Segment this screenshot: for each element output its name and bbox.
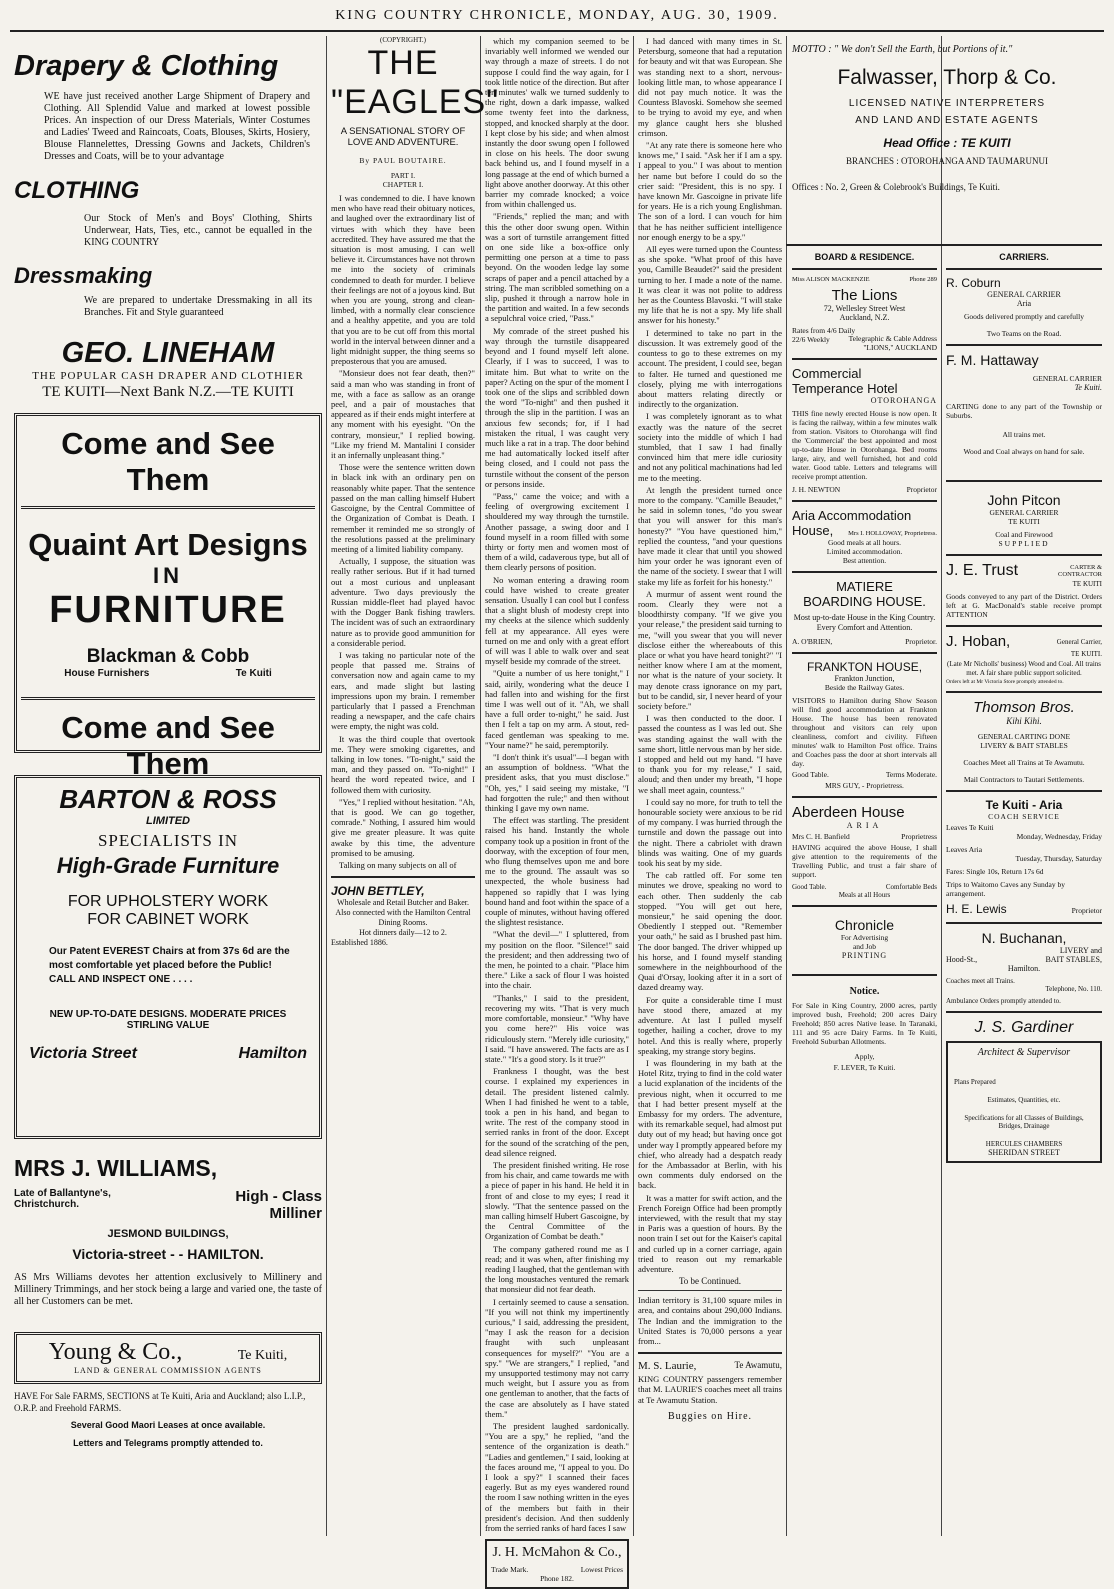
falwasser-branches: BRANCHES : OTOROHANGA AND TAUMARUNUI xyxy=(846,156,1048,166)
boarding-title: BOARDING HOUSE. xyxy=(803,594,926,609)
column-rule xyxy=(941,36,942,1536)
lineham-subtitle: THE POPULAR CASH DRAPER AND CLOTHIER xyxy=(32,370,304,382)
story-paragraph: For quite a considerable time I must have stood there, amazed at my adventure. At last I pulled myself together, hailing a cocher, drove to my hotel. And this is really where, properly speaking, my strange story begins. xyxy=(638,994,782,1056)
story-paragraph: It was a matter for swift action, and the French Foreign Office had been promptly interviewed, with the result that my stay in Paris was a question of hours. By the noon train I set out for the Kaiser's capital and curled up in a corner carriage, again tried to reason out my remarkable adventure. xyxy=(638,1192,782,1274)
young-place: Te Kuiti, xyxy=(237,1348,288,1363)
thomson-line: GENERAL CARTING DONE xyxy=(977,732,1071,741)
hoban-town: TE KUITI. xyxy=(1070,650,1102,658)
hoban-header xyxy=(946,633,1102,650)
obrien-name: A. O'BRIEN, xyxy=(792,637,833,646)
barton-limited: LIMITED xyxy=(146,815,190,827)
matiere-body: Most up-to-date House in the King Country. Every Comfort and Attention. xyxy=(793,613,936,632)
story-text xyxy=(638,36,782,1274)
temperance-body: THIS fine newly erected House is now open. It is facing the railway, within a few minutes walk from station. Visitors to Otorohanga will find the 'Commercial' the best appointed and most up-to-date House in Otorohanga. Bed rooms large, airy, and well furnished, hot and cold water. Good table. Letters and telegrams will receive prompt attention. xyxy=(792,409,937,481)
story-author: By PAUL BOUTAIRE. xyxy=(359,156,447,165)
barton-hamilton: Hamilton xyxy=(238,1045,307,1062)
furniture-heading: FURNITURE xyxy=(49,589,287,631)
divider xyxy=(638,1290,782,1291)
dressmaking-body: We are prepared to undertake Dressmaking in all its Branches. Fit and Style guaranteed xyxy=(84,295,312,318)
buchanan-hood: Hood-St., xyxy=(946,955,978,964)
story-paragraph: "Friends," replied the man; and with this the other door swung open. Within was a sort of turnstile arrangement fitted on one side like a box-office only permitting one person at a time to pass beyond. On the wooden ledge lay some scraps of paper and a pencil attached by a string. The man scribbled something on a slip, pushed it through a narrow hole in the partition and waited. In a few seconds a sepulchral voice cried, "Pass." xyxy=(485,211,629,324)
mcmahon-details xyxy=(491,1565,623,1574)
williams-highclass xyxy=(235,1188,322,1222)
falwasser-licensed: LICENSED NATIVE INTERPRETERS xyxy=(848,98,1046,109)
aria-line: Best attention. xyxy=(842,556,887,565)
coach-title: Te Kuiti - Aria xyxy=(985,798,1063,812)
story-paragraph: "I don't think it's usual"—I began with an assumption of boldness. "What the president asks, that you must disclose." "Oh, yes," I said seeing my mistake, "I had forgotten the rule;" and then without thinking I gave my own name. xyxy=(485,752,629,814)
divider xyxy=(792,905,937,907)
masthead: KING COUNTRY CHRONICLE, MONDAY, AUG. 30, 1909. xyxy=(335,8,779,23)
in-text: IN xyxy=(153,563,183,588)
story-paragraph: I had danced with many times in St. Petersburg, someone that had a reputation for beauty and wit that was European. She was standing next to a short, nervous-looking little man, to whose appearance I did not pay much notice. It was the Countess Blavoski. Somehow she seemed to be trying to avoid my eye, and when my glance caught hers she blushed crimson. xyxy=(638,36,782,138)
hoban-name: J. Hoban, xyxy=(946,633,1011,650)
chronicle-title: Chronicle xyxy=(834,917,895,933)
to-be-continued: To be Continued. xyxy=(678,1276,742,1287)
designs-text: NEW UP-TO-DATE DESIGNS. MODERATE PRICES xyxy=(49,1009,287,1020)
story-paragraph: Those were the sentence written down in black ink with an ordinary pen on reasonably white paper. That the sentence passed on the man calling himself Hubert Gascoigne, by the Central Committee of the Organization of Combat is Death. I remember it reminded me so strongly of the resolutions passed at the preliminary meeting of a limited liability company. xyxy=(331,462,475,554)
upholstery-text: FOR UPHOLSTERY WORK xyxy=(67,893,269,910)
bettley-line: Established 1886. xyxy=(331,938,388,948)
story-paragraph: At length the president turned once more to the company. "Camille Beaudet," he said in solemn tones, "do you swear that you will answer for this man's honesty?" "You have questioned him," replied the countess, "and your questions have made it clear that until you showed him your order he was ignorant even of the name of the society. I swear that I will stake my life as forfeit for his honesty." xyxy=(638,484,782,587)
gardiner-line: SHERIDAN STREET xyxy=(988,1148,1060,1157)
lewis-proprietor: Proprietor xyxy=(1071,906,1102,915)
gardiner-line: Estimates, Quantities, etc. xyxy=(987,1096,1061,1104)
lions-address: 72, Wellesley Street West xyxy=(823,304,906,313)
coburn-line: GENERAL CARRIER xyxy=(987,290,1061,299)
frankton-terms: Terms Moderate. xyxy=(885,770,937,779)
aberdeen-owner-row xyxy=(792,832,937,841)
everest-text: Our Patent EVEREST Chairs at from 37s 6d are the most comfortable yet placed before the Public! CALL AND INSPECT ONE . . . . xyxy=(49,946,290,985)
thomson-place: Kihi Kihi. xyxy=(1006,716,1042,726)
story-paragraph: I was completely ignorant as to what exactly was the nature of the secret society into the middle of which I had stumbled, that I saw I had finally convinced him that mere idle curiosity and not any political machinations had led me to the meeting. xyxy=(638,411,782,483)
column-advertisements-left xyxy=(14,36,322,1536)
quaint-heading: Quaint Art Designs xyxy=(28,527,308,562)
frankton-good-table: Good Table. xyxy=(792,770,829,779)
divider xyxy=(946,790,1102,792)
aria-house-row xyxy=(792,523,937,538)
frankton-railway: Beside the Railway Gates. xyxy=(824,683,905,692)
story-paragraph: "At any rate there is someone here who knows me," I said. "Ask her if I am a spy. I appeal to you." I was about to mention her name but before I could do so the crier said: "President, this is no spy. I have known Mr. Gascoigne in private life for years. He is a rich young Englishman. The son of a lord. I can vouch for him that he has neither sufficient intelligence nor enough energy to be a spy." xyxy=(638,140,782,242)
story-paragraph: "Thanks," I said to the president, recovering my wits. "That is very much more comfortable, monsieur." "Why have you come here?" His voice was ridiculously stern. "Merely idle curiosity," I said. "I have answered. The facts are as I state." "It's a good story. Is it true?" xyxy=(485,992,629,1064)
divider xyxy=(946,268,1102,270)
story-paragraph: I was taking no particular note of the people that passed me. Strains of conversation now and again came to my ears, and made slight but lasting impressions upon my brain. I remember particularly that I passed a Frenchman reading a newspaper, and the cafe chairs were empty, the night was cold. xyxy=(331,649,475,732)
newton-name: J. H. NEWTON xyxy=(792,485,841,494)
buchanan-hood-row xyxy=(946,955,1102,964)
buchanan-line: Ambulance Orders promptly attended to. xyxy=(946,997,1061,1005)
indian-territory-note: Indian territory is 31,100 square miles in area, and contains about 290,000 Indians. The Indian and the immigration to the United States is 70,000 persons a year from... xyxy=(638,1295,782,1346)
laurie-body: KING COUNTRY passengers remember that M. LAURIE'S coaches meet all trains at Te Awamutu Station. xyxy=(638,1374,782,1405)
divider xyxy=(946,344,1102,346)
gardiner-box xyxy=(946,1041,1102,1163)
trust-role: CARTER & CONTRACTOR xyxy=(1058,564,1102,578)
laurie-place: Te Awamutu, xyxy=(734,1360,782,1371)
divider xyxy=(946,691,1102,693)
coburn-name: R. Coburn xyxy=(946,276,1001,290)
buchanan-hamilton: Hamilton. xyxy=(1007,964,1041,973)
clothing-body: Our Stock of Men's and Boys' Clothing, Shirts Underwear, Hats, Ties, etc., cannot be equalled in the KING COUNTRY xyxy=(84,213,312,248)
hattaway-line: Wood and Coal always on hand for sale. xyxy=(963,447,1085,456)
copyright-tag: (COPYRIGHT.) xyxy=(380,36,426,44)
victoria-street: Victoria Street xyxy=(29,1045,137,1062)
hoban-orders: Orders left at Mr Victoria Store promptly attended to. xyxy=(946,679,1064,685)
coach-trips: Trips to Waitomo Caves any Sunday by arrangement. xyxy=(946,880,1065,898)
chronicle-line: For Advertising xyxy=(840,933,889,942)
pitcon-line: GENERAL CARRIER xyxy=(989,508,1059,517)
story-paragraph: All eyes were turned upon the Countess as she spoke. "What proof of this have you, Camille Beaudet?" said the president turning to her. I made a note of the name. It was clear it was not polite to address her as the Countess Blavoski. "I will stake my life that he is not a spy. My life shall answer for his honesty." xyxy=(638,244,782,326)
gardiner-name: J. S. Gardiner xyxy=(974,1019,1074,1036)
pitcon-line: Coal and Firewood xyxy=(995,530,1053,539)
lewis-name: H. E. Lewis xyxy=(946,902,1007,916)
trust-name: J. E. Trust xyxy=(946,562,1019,579)
laurie-header xyxy=(638,1360,782,1372)
story-text xyxy=(485,36,629,1533)
story-paragraph: No woman entering a drawing room could have wished to create greater sensation. Usually I can cool but I confess that a slight blush of modesty crept into my cheeks at the silence which suddenly fell at my appearance. All eyes were turned on me and only with a great effort of will was I able to walk over and seat myself beside my comrade of the street. xyxy=(485,574,629,667)
specialists-text: SPECIALISTS IN xyxy=(97,831,239,850)
aria-line: Limited accommodation. xyxy=(826,547,903,556)
buchanan-bait: BAIT STABLES, xyxy=(1045,955,1102,964)
aria-accommodation-title: Aria Accommodation xyxy=(792,508,912,523)
story-paragraph: The company gathered round me as I read; and it was when, after finishing my reading I laughed, that the gentleman with the long moustaches ventured the remark that monsieur did not fear death. xyxy=(485,1243,629,1295)
blackman-town: Te Kuiti xyxy=(235,668,272,679)
coburn-line: Aria xyxy=(1016,299,1032,308)
divider xyxy=(792,500,937,502)
story-paragraph: "What the devil—" I spluttered, from my position on the floor. "Silence!" said the president; and then addressing two of the men, he pointed to a chair. "Place him there." Like a sack of flour I was hoisted into the chair. xyxy=(485,929,629,991)
divider xyxy=(946,922,1102,924)
story-paragraph: Frankness I thought, was the best course. I explained my experiences in detail. The president listened calmly. When I had finished he went to a table, took a pen in his hand, and began to write. The rest of the company stood in serried ranks in front of the door. Except for the sound of the scratching of the pen, dead silence reigned. xyxy=(485,1066,629,1158)
story-chapter: CHAPTER I. xyxy=(382,180,424,189)
frankton-body: VISITORS to Hamilton during Show Season will find good accommodation at Frankton House. The house has been renovated throughout and visitors can rely upon cleanliness, comfort and civility. Fifteen minutes' walk to Hamilton Post office. Trains and Coaches pass the door at short intervals all day. xyxy=(792,696,937,768)
divider xyxy=(946,1011,1102,1013)
story-paragraph: The president finished writing. He rose from his chair, and came towards me with a piece of paper in his hand. He held it in front of and close to my eyes; I read it slowly. "That the sentence passed on the man calling himself Hubert Gascoigne, by the Central Committee of the Organization of Combat be death." xyxy=(485,1159,629,1242)
laurie-name: M. S. Laurie, xyxy=(638,1360,697,1373)
coach-fares: Fares: Single 10s, Return 17s 6d xyxy=(946,867,1044,876)
hattaway-line: All trains met. xyxy=(1002,430,1046,439)
column-rule xyxy=(786,36,787,1536)
hattaway-line: CARTING done to any part of the Township or Suburbs. xyxy=(946,402,1102,420)
carriers-heading: CARRIERS. xyxy=(999,252,1049,262)
aria-holloway: Mrs I. HOLLOWAY, Proprietress. xyxy=(848,530,937,537)
trust-body: Goods conveyed to any part of the District. Orders left at G. MacDonald's stable receive prompt ATTENTION xyxy=(946,592,1102,619)
barton-address xyxy=(23,1045,313,1063)
story-paragraph: I was condemned to die. I have known men who have read their obituary notices, and laughed over the extraordinary list of virtues with which they have been accredited. They have assured me that the situation is most amusing. I can well believe it. Circumstances have not thrown me into the society of criminals condemned to death for murder. I believe their feelings are not of a joyous kind. But when you are young, strong and clean-limbed, with a normally clear conscience and a healthy appetite, and you are told that you are to be cut off from this mortal world in the interval between dinner and a light midnight supper, the thing seems so preposterous that you are amused. xyxy=(331,193,475,367)
column-rule xyxy=(326,36,327,1536)
drapery-body: WE have just received another Large Shipment of Drapery and Clothing. All Splendid Value and marked at lowest possible Prices. An inspection of our Dress Materials, Winter Costumes and Ladies' Tweed and Raincoats, Coats, Blouses, Skirts, Hosiery, Blouse Flannelettes, Dressing Gowns and Jackets, Children's Dresses and Coats, will be to your advantage xyxy=(44,91,310,162)
story-paragraph: The cab rattled off. For some ten minutes we drove, speaking no word to each other. Then suddenly the cab stopped. "You will get out here, monsieur," he said opening the door. Obediently I stepped out. "Remember your oath," he said as I brushed past him. The door banged. The driver whipped up his horse, and I found myself standing somewhere in the neighbourhood of the Quai d'Orsay, looking after it in a sort of dazed dreamy way. xyxy=(638,870,782,993)
divider xyxy=(792,268,937,270)
coburn-line: Goods delivered promptly and carefully xyxy=(964,312,1084,321)
williams-name: MRS J. WILLIAMS, xyxy=(14,1155,218,1181)
buchanan-line: Coaches meet all Trains. xyxy=(946,977,1015,985)
mcmahon-box xyxy=(485,1539,629,1589)
frankton-guy: MRS GUY, - Proprietress. xyxy=(825,781,904,790)
lions-owner-row xyxy=(792,276,937,283)
trust-town: TE KUITI xyxy=(1072,580,1102,588)
column-story-3 xyxy=(638,36,782,1536)
story-paragraph: I was then conducted to the door. I passed the countess as I was led out. She was standing against the wall with the same short, little nervous man by her side. I stopped and held out my hand. "I have to thank you for my release," I said, aloud; and then under my breath, "I hope we shall meet again, countess." xyxy=(638,713,782,795)
bettley-rule xyxy=(331,876,475,878)
matiere-title: MATIERE xyxy=(836,579,893,594)
notice-apply: Apply, xyxy=(854,1052,875,1061)
divider xyxy=(792,652,937,654)
pitcon-name: John Pitcon xyxy=(987,492,1061,508)
story-paragraph: The president laughed sardonically. "You are a spy," he replied, "and the sentence of the organization is death." "Ladies and gentlemen," I said, looking at the faces around me, "I appeal to you. Do I look a spy?" I scanned their faces eagerly. But as my eyes wandered round the room I saw nothing written in the eyes of the members but faith in their president's decision. And then suddenly from the serried ranks of hard faces I saw xyxy=(485,1421,629,1534)
story-subtitle-2: LOVE AND ADVENTURE. xyxy=(347,137,459,148)
aberdeen-title: Aberdeen House xyxy=(792,804,905,821)
notice-lever: F. LEVER, Te Kuiti. xyxy=(833,1063,896,1072)
story-paragraph: "Monsieur does not fear death, then?" said a man who was standing in front of me, with a face as sallow as an orange peel, and a pair of moustaches that appeared as if their ends might interfere at any moment with his eyesight. "On the contrary, monsieur," I replied bowing. "Like my friend M. Mantalini I consider it an infernally unpleasant thing." xyxy=(331,368,475,461)
story-title: THE "EAGLES" xyxy=(331,44,500,121)
coach-days-aria: Tuesday, Thursday, Saturday xyxy=(1015,854,1102,863)
column-story-2 xyxy=(485,36,629,1584)
milliner-text: Milliner xyxy=(269,1205,322,1222)
aria-house: House, xyxy=(792,523,834,538)
story-subtitle-1: A SENSATIONAL STORY OF xyxy=(340,126,466,137)
lions-rates: Rates from 4/6 Daily xyxy=(792,326,856,335)
house-furnishers: House Furnishers xyxy=(64,668,150,679)
young-farms: HAVE For Sale FARMS, SECTIONS at Te Kuiti, Aria and Auckland; also L.I.P., O.R.P. and Freehold FARMS. xyxy=(14,1391,306,1413)
hoban-body: (Late Mr Nicholls' business) Wood and Coal. All trains met. A fair share public support solicited. xyxy=(947,660,1101,677)
bettley-line: Also connected with the Hamilton Central Dining Rooms. xyxy=(335,908,471,928)
divider xyxy=(792,796,937,798)
story-part: PART I. xyxy=(390,171,416,180)
aberdeen-body: HAVING acquired the above House, I shall give attention to the requirements of the Travelling Public, and trust a fair share of support. xyxy=(792,843,937,879)
bettley-details xyxy=(331,898,475,948)
lions-weekly: 22/6 Weekly xyxy=(792,335,830,344)
bettley-line: Wholesale and Retail Butcher and Baker. xyxy=(337,898,469,908)
come-and-see-bottom: Come and See Them xyxy=(21,697,315,782)
pitcon-line: SUPPLIED xyxy=(998,539,1050,548)
story-paragraph: I determined to take no part in the discussion. It was extremely good of the countess to go to these extremes on my account. The president, I could see, began to falter. He turned and questioned me closely, plying me with interrogations about matters relating directly or indirectly to the organization. xyxy=(638,327,782,410)
thomson-line: Coaches Meet all Trains at Te Awamutu. xyxy=(963,758,1085,767)
clothing-heading: CLOTHING xyxy=(14,177,140,204)
williams-late-of: Late of Ballantyne's, Christchurch. xyxy=(14,1188,111,1210)
lewis-row xyxy=(946,902,1102,916)
williams-details xyxy=(14,1188,322,1222)
divider xyxy=(946,480,1102,482)
thomson-line: LIVERY & BAIT STABLES xyxy=(980,741,1068,750)
thomson-line: Mail Contractors to Tautari Settlements. xyxy=(963,775,1085,784)
bettley-line: Hot dinners daily—12 to 2. xyxy=(359,928,447,938)
coburn-line: Two Teams on the Road. xyxy=(986,329,1062,338)
young-maori: Several Good Maori Leases at once available. xyxy=(70,1420,266,1430)
story-paragraph: "Yes," I replied without hesitation. "Ah, that is good. We can go together, comrade." Nothing, I assured him would give me greater pleasure. It was quite awake by this time, the adventure promised to be amusing. xyxy=(331,796,475,858)
come-and-see-top: Come and See Them xyxy=(21,420,315,509)
high-class-text: High - Class xyxy=(235,1188,322,1205)
thomson-name: Thomson Bros. xyxy=(973,699,1075,716)
barton-name: BARTON & ROSS xyxy=(59,784,277,814)
lions-owner: Miss ALISON MACKENZIE xyxy=(792,276,870,283)
stirling-text: STIRLING VALUE xyxy=(126,1020,210,1031)
commercial-title: Commercial xyxy=(792,366,862,381)
story-paragraph: which my companion seemed to be invariably well informed we wended our way through a maze of streets. I do not suppose I could find the way again, for I took little notice of the direction. But after ten minutes' walk we turned suddenly to the right, down a dark impasse, walked some twenty feet into the darkness, stopped, and knocked sharply at the door. I kept close by his side; and when almost instantly the door swung open I followed in close on his heels. The door swung back behind us, and I found myself in a long passage at the end of which burned a light above another doorway. At this other barrier my comrade knocked; a voice from within challenged us. xyxy=(485,36,629,210)
lions-telegraphic: Telegraphic & Cable Address xyxy=(848,334,937,343)
story-paragraph: I certainly seemed to cause a sensation. "If you will not think my impertinently curious," I said, addressing the president, "may I ask the reason for a decision fraught with such unpleasant consequences for myself?" "You are a spy." "We are strangers," I replied, "and my unsupported testimony may not carry much weight, but I assure you as from one gentleman to another, that the facts of the case are absolutely as I have stated them." xyxy=(485,1296,629,1419)
obrien-proprietor: Proprietor. xyxy=(905,637,937,646)
hoban-role: General Carrier, xyxy=(1056,637,1102,646)
mcmahon-trademark: Trade Mark. xyxy=(491,1565,529,1575)
frankton-terms-row xyxy=(792,770,937,779)
story-paragraph: Actually, I suppose, the situation was really rather serious. But if it had turned out a most curious and unpleasant adventure. Two days previously the Russian middle-fleet had played havoc with the Dogger Bank fishing trawlers. The incident was of such an extraordinary nature as to provide good ammunition for a considerable period. xyxy=(331,556,475,648)
lions-city: Auckland, N.Z. xyxy=(839,313,890,322)
story-paragraph: It was the third couple that overtook me. They were smoking cigarettes, and talking in low tones. "To-night," said the man, and they passed on. "To-night!" I heard the word repeated twice, and I followed them with curiosity. xyxy=(331,733,475,795)
mcmahon-phone: Phone 182. xyxy=(540,1574,574,1584)
aberdeen-aria: ARIA xyxy=(846,821,883,830)
lineham-location: TE KUITI—Next Bank N.Z.—TE KUITI xyxy=(42,384,294,400)
young-co-box xyxy=(14,1332,322,1384)
young-name: Young & Co., xyxy=(48,1339,183,1365)
highgrade-heading: High-Grade Furniture xyxy=(56,853,280,878)
divider xyxy=(946,625,1102,627)
gardiner-line: Plans Prepared xyxy=(954,1078,996,1086)
young-header xyxy=(21,1339,315,1366)
story-paragraph: I could say no more, for truth to tell the honourable society were anxious to be rid of my company. I was hurried through the turnstile and down the passage out into the night. There a cabriolet with drawn blinds was waiting. One of my guards took his seat by my side. xyxy=(638,796,782,869)
divider xyxy=(946,554,1102,556)
gardiner-line: Specifications for all Classes of Buildings, Bridges, Drainage xyxy=(964,1114,1084,1130)
buchanan-line: Telephone, No. 110. xyxy=(1045,985,1102,993)
barton-ross-ad xyxy=(14,775,322,1139)
board-heading: BOARD & RESIDENCE. xyxy=(814,252,915,262)
notice-body: For Sale in King Country, 2000 acres, partly improved bush, Freehold; 200 acres Dairy Freehold; 850 acres Native lease. In Taranaki, 111 and 95 acre Dairy Farms. In Te Kuiti, Freehold Suburban Allotments. xyxy=(792,1001,937,1046)
falwasser-name: Falwasser, Thorp & Co. xyxy=(837,66,1057,89)
falwasser-ad xyxy=(792,56,1102,236)
jesmond-text: JESMOND BUILDINGS, xyxy=(107,1228,229,1240)
aberdeen-proprietress: Proprietress xyxy=(901,832,937,841)
chronicle-printing: PRINTING xyxy=(841,951,888,960)
hattaway-line: Te Kuiti. xyxy=(1074,383,1102,392)
aberdeen-table-row xyxy=(792,883,937,891)
coach-leaves-tk: Leaves Te Kuiti xyxy=(946,823,994,832)
falwasser-agents: AND LAND AND ESTATE AGENTS xyxy=(855,115,1039,126)
aberdeen-banfield: Mrs C. H. Banfield xyxy=(792,832,850,841)
laurie-buggies: Buggies on Hire. xyxy=(667,1410,753,1422)
gardiner-line: HERCULES CHAMBERS xyxy=(985,1140,1063,1148)
aria-line: Good meals at all hours. xyxy=(827,538,902,547)
dressmaking-heading: Dressmaking xyxy=(14,263,153,288)
story-paragraph: "Pass," came the voice; and with a feeling of overgrowing excitement I shouldered my way through the turnstile. Another passage, a swing door and I found myself in a room filled with some thirty or forty men and women most of them of a wild, cadaverous type, but all of them clearly persons of position. xyxy=(485,490,629,573)
divider xyxy=(638,1352,782,1354)
bettley-name: JOHN BETTLEY, xyxy=(331,884,425,899)
board-residence-list xyxy=(792,252,937,1537)
story-paragraph: "Quite a number of us here tonight," I said, airily, wondering what the deuce I had fallen into and wishing for the first time I was well out of it. "Ah, we shall have a full order to-night," he said. Just then I felt a tap on my arm. A stout, red-faced gentleman was speaking to me. "Your name?" he said, peremptorily. xyxy=(485,668,629,750)
mcmahon-prices: Lowest Prices xyxy=(580,1565,623,1575)
victoria-street-hamilton: Victoria-street - - HAMILTON. xyxy=(72,1246,264,1262)
gardiner-architect: Architect & Supervisor xyxy=(977,1047,1071,1058)
newton-row xyxy=(792,485,937,494)
section-rule xyxy=(786,244,1102,246)
buchanan-livery: LIVERY and xyxy=(1059,946,1102,955)
hattaway-name: F. M. Hattaway xyxy=(946,352,1039,368)
divider xyxy=(792,974,937,976)
falwasser-motto: MOTTO : " We don't Sell the Earth, but Portions of it." xyxy=(792,44,1013,55)
column-rule xyxy=(480,36,481,1536)
blackman-name: Blackman & Cobb xyxy=(86,646,250,667)
obrien-row xyxy=(792,637,937,646)
divider xyxy=(792,358,937,360)
trust-header xyxy=(946,562,1102,580)
mcmahon-name: J. H. McMahon & Co., xyxy=(492,1545,622,1561)
cabinet-text: FOR CABINET WORK xyxy=(87,911,249,928)
story-paragraph: A murmur of assent went round the room. Clearly they were not a bloodthirsty company. "If we give you your release," the president said turning to me, "will you swear that you will never disclose either the whereabouts of this place or what you have heard tonight?" "I neither know where I am at the moment, nor what is the nature of your society. It may denote crass ignorance on my part, but to be candid, sir, I never heard of your society before." xyxy=(638,588,782,711)
newton-proprietor: Proprietor xyxy=(906,485,937,494)
lineham-name: GEO. LINEHAM xyxy=(61,337,275,369)
chronicle-line: and Job xyxy=(852,942,877,951)
column-story-1 xyxy=(331,36,500,1536)
falwasser-head-office: Head Office : TE KUITI xyxy=(883,136,1011,150)
temperance-title: Temperance Hotel xyxy=(792,381,898,396)
blackman-cobb-ad xyxy=(14,413,322,781)
coach-service: COACH SERVICE xyxy=(988,812,1060,821)
coach-leaves-aria: Leaves Aria xyxy=(946,845,983,854)
young-agents: LAND & GENERAL COMMISSION AGENTS xyxy=(74,1366,262,1375)
lions-phone: Phone 289 xyxy=(909,276,937,283)
aberdeen-beds: Comfortable Beds xyxy=(885,883,937,891)
hattaway-line: GENERAL CARRIER xyxy=(1032,374,1102,383)
column-carriers xyxy=(946,252,1102,1537)
notice-title: Notice. xyxy=(849,986,880,997)
story-paragraph: The effect was startling. The president raised his hand. Instantly the whole company took up a position in front of the doorway, with the exception of four men, who flung themselves upon me and bore me to the ground. The assault was so unexpected, the whole business had happened so rapidly that I was lying bound hand and foot within the space of a couple of minutes, without having offered the slightest resistance. xyxy=(485,815,629,928)
young-letters: Letters and Telegrams promptly attended to. xyxy=(73,1438,263,1448)
divider xyxy=(792,571,937,573)
aberdeen-good-table: Good Table. xyxy=(792,883,827,891)
lions-name: The Lions xyxy=(831,287,898,304)
aberdeen-meals: Meals at all Hours xyxy=(838,891,891,899)
frankton-title: FRANKTON HOUSE, xyxy=(806,660,923,674)
story-paragraph: My comrade of the street pushed his way through the turnstile disappeared beyond and I found myself left alone. Clearly, if I was to succeed, I was to imitate him. But what to write on the paper? Acting on the spur of the moment I took one of the slips and scribbled down the word "To-night" and then pushed it through the slip in the partition. I was an anxious few seconds; for, if I had mistaken the ritual, I was caught very much like a rat in a trap. The door behind me had automatically locked itself after being closed, and I could not pass the turnstile without the consent of the person or persons inside. xyxy=(485,325,629,489)
temperance-town: OTOROHANGA xyxy=(870,396,937,405)
coach-days-tk: Monday, Wednesday, Friday xyxy=(1016,832,1102,841)
falwasser-offices: Offices : No. 2, Green & Colebrook's Buildings, Te Kuiti. xyxy=(792,182,1000,192)
drapery-heading: Drapery & Clothing xyxy=(14,50,279,82)
story-text xyxy=(331,193,475,870)
blackman-details xyxy=(21,668,315,679)
lions-cable: "LIONS," AUCKLAND xyxy=(863,343,937,352)
buchanan-name: N. Buchanan, xyxy=(981,930,1067,946)
column-rule xyxy=(633,36,634,1536)
masthead-rule xyxy=(10,30,1104,32)
pitcon-line: TE KUITI xyxy=(1008,517,1040,526)
williams-body: AS Mrs Williams devotes her attention exclusively to Millinery and Millinery Trimmings, and her stock being a large and varied one, the taste of all her Customers can be met. xyxy=(14,1272,322,1307)
story-paragraph: Talking on many subjects on all of xyxy=(339,860,457,870)
story-paragraph: I was floundering in my bath at the Hotel Ritz, trying to find in the cold water a lucid explanation of the incidents of the previous night, when it occurred to me that I had better present myself at the Embassy for my orders. The adventure, with its remarkable sequel, had almost put duty out of my head; but having once got under way I promptly appeared before my chief, who already had a despatch ready for the Ambassador at Berlin, with his own comments duly endorsed on the back. xyxy=(638,1057,782,1191)
frankton-junction: Frankton Junction, xyxy=(834,674,895,683)
